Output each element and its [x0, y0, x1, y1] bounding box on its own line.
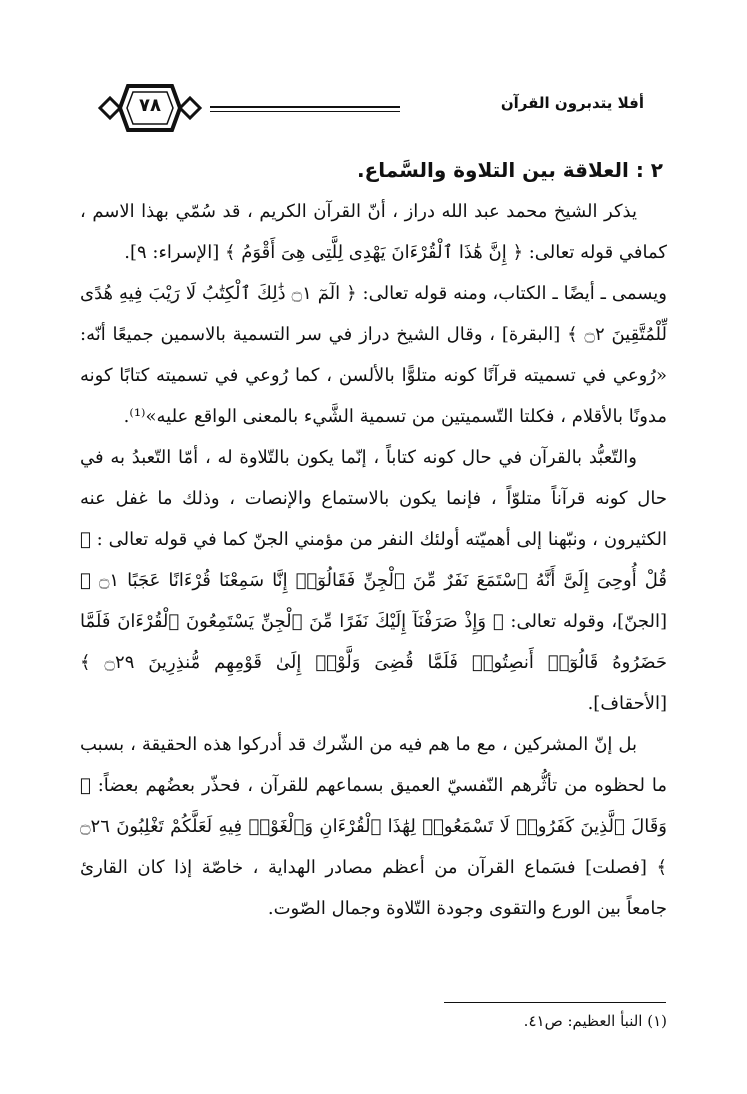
footnote: (١) النبأ العظيم: ص٤١. [523, 1012, 667, 1030]
paragraph: بل إنّ المشركين ، مع ما هم فيه من الشّرك قد أدركوا هذه الحقيقة ، بسبب ما لحظوه من تأثُّرهم النّفسيّ العميق بسماعهم للقرآن ، فحذّر بعضُهم بعضاً: ﴿ وَقَالَ ٱلَّذِينَ كَفَرُوا۟ لَا تَسْمَعُوا۟ لِهَٰذَا ٱلْقُرْءَانِ وَٱلْغَوْا۟ فِيهِ لَعَلَّكُمْ تَغْلِبُونَ ۝٢٦ ﴾ [فصلت] فسَماع القرآن من أعظم مصادر الهداية ، خاصّة إذا كان القارئ جامعاً بين الورع والتقوى وجودة التّلاوة وجمال الصّوت. [80, 734, 667, 919]
footnote-divider [444, 1002, 666, 1003]
running-title: أفلا يتدبرون القرآن [400, 94, 648, 112]
page-header [0, 78, 747, 138]
main-text [80, 150, 667, 929]
paragraph: والتّعبُّد بالقرآن في حال كونه كتاباً ، إنّما يكون بالتّلاوة له ، أمّا التّعبدُ به في حال كونه قرآناً متلوّاً ، فإنما يكون بالاستماع والإنصات ، وذلك ما غفل عنه الكثيرون ، ونبّهنا إلى أهميّته أولئك النفر من مؤمني الجنّ كما في قوله تعالى : ﴿ قُلْ أُوحِىَ إِلَىَّ أَنَّهُ ٱسْتَمَعَ نَفَرٌ مِّنَ ٱلْجِنِّ فَقَالُوٓا۟ إِنَّا سَمِعْنَا قُرْءَانًا عَجَبًا ۝١ ﴾ [الجنّ]، وقوله تعالى: ﴿ وَإِذْ صَرَفْنَآ إِلَيْكَ نَفَرًا مِّنَ ٱلْجِنِّ يَسْتَمِعُونَ ٱلْقُرْءَانَ فَلَمَّا حَضَرُوهُ قَالُوٓا۟ أَنصِتُوا۟ فَلَمَّا قُضِىَ وَلَّوْا۟ إِلَىٰ قَوْمِهِم مُّنذِرِينَ ۝٢٩ ﴾ [الأحقاف]. [80, 447, 667, 714]
paragraph: يذكر الشيخ محمد عبد الله دراز ، أنّ القرآن الكريم ، قد سُمّي بهذا الاسم ، كمافي قوله تعالى: ﴿ إِنَّ هَٰذَا ٱلْقُرْءَانَ يَهْدِى لِلَّتِى هِىَ أَقْوَمُ ﴾ [الإسراء: ٩]. [80, 201, 667, 263]
paragraph: ويسمى ـ أيضًا ـ الكتاب، ومنه قوله تعالى: ﴿ الٓمٓ ۝١ ذَٰلِكَ ٱلْكِتَٰبُ لَا رَيْبَ فِيهِ هُدًى لِّلْمُتَّقِينَ ۝٢ ﴾ [البقرة] ، وقال الشيخ دراز في سر التسمية بالاسمين جميعًا أنّه: «رُوعي في تسميته قرآنًا كونه متلوًّا بالألسن ، كما رُوعي في تسميته كتابًا كونه مدونًا بالأقلام ، فكلتا التّسميتين من تسمية الشَّيء بالمعنى الواقع عليه»⁽¹⁾. [80, 283, 667, 427]
page-number: ٧٨ [139, 95, 161, 116]
section-heading: ٢ : العلاقة بين التلاوة والسَّماع. [356, 158, 663, 182]
